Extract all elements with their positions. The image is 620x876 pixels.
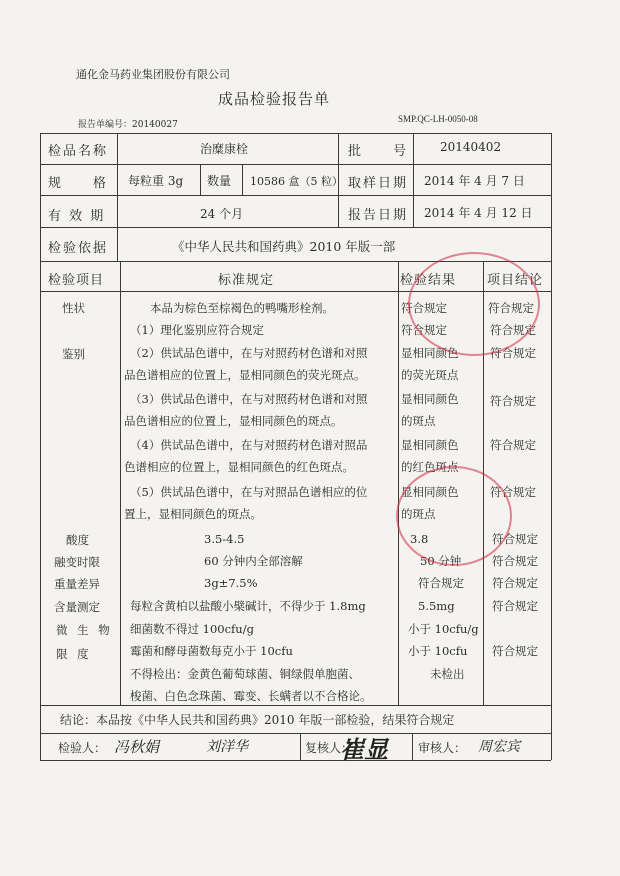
result-ident-2a: 显相同颜色	[401, 346, 459, 360]
result-ident-4a: 显相同颜色	[401, 438, 459, 452]
conclusion-dissolution: 符合规定	[492, 554, 538, 568]
column-header-conclusion: 项目结论	[487, 273, 544, 288]
sample-date-label: 取样日期	[348, 176, 409, 191]
standard-weight: 3g±7.5%	[204, 576, 258, 590]
standard-ident-2a: （2）供试品色谱中，在与对照药材色谱和对照	[130, 346, 368, 360]
standard-ident-3a: （3）供试品色谱中，在与对照药材色谱和对照	[130, 392, 368, 406]
standard-appearance: 本品为棕色至棕褐色的鸭嘴形栓剂。	[150, 301, 334, 315]
spec-label: 规 格	[48, 176, 109, 191]
standard-acidity: 3.5-4.5	[204, 532, 245, 546]
conclusion-appearance: 符合规定	[488, 301, 534, 315]
conclusion-ident-1: 符合规定	[490, 323, 536, 337]
column-header-result: 检验结果	[400, 273, 457, 288]
standard-pathogens-b: 梭菌、白色念珠菌、霉变、长螨者以不合格论。	[130, 689, 372, 703]
item-appearance: 性状	[62, 301, 85, 315]
auditor-label: 审核人：	[418, 741, 467, 755]
quality-seal-stamp-2	[396, 466, 512, 566]
result-appearance: 符合规定	[401, 301, 447, 315]
standard-ident-4b: 色谱相应的位置上，显相同颜色的红色斑点。	[124, 460, 354, 474]
conclusion-ident-5: 符合规定	[490, 485, 536, 499]
auditor-signature: 周宏宾	[478, 739, 520, 755]
conclusion-acidity: 符合规定	[492, 532, 538, 546]
sample-date-value: 2014 年 4 月 7 日	[424, 174, 525, 188]
quantity-value: 10586 盒（5 粒）	[250, 175, 343, 188]
reviewer-label: 复核人：	[305, 741, 354, 755]
inspector-label: 检验人：	[58, 741, 107, 755]
standard-ident-5b: 置上，显相同颜色的斑点。	[124, 507, 262, 521]
product-name-value: 治糜康栓	[200, 142, 249, 156]
conclusion-microbe: 符合规定	[492, 644, 538, 658]
conclusion-ident-3: 符合规定	[490, 394, 536, 408]
quantity-label: 数量	[207, 174, 232, 188]
validity-label: 有 效 期	[48, 209, 106, 224]
item-weight: 重量差异	[54, 577, 100, 591]
column-header-standard: 标准规定	[218, 273, 275, 288]
standard-dissolution: 60 分钟内全部溶解	[204, 554, 303, 568]
report-date-value: 2014 年 4 月 12 日	[424, 206, 533, 220]
basis-value: 《中华人民共和国药典》2010 年版一部	[172, 239, 396, 254]
batch-value: 20140402	[440, 140, 502, 154]
item-identification: 鉴别	[62, 347, 85, 361]
standard-mold: 霉菌和酵母菌数每克小于 10cfu	[130, 644, 293, 658]
result-ident-5b: 的斑点	[401, 507, 436, 521]
reviewer-signature: 崔显	[340, 736, 388, 764]
result-mold: 小于 10cfu	[408, 644, 468, 658]
standard-ident-1: （1）理化鉴别应符合规定	[130, 323, 264, 337]
result-pathogens: 未检出	[430, 667, 465, 681]
conclusion-assay: 符合规定	[492, 599, 538, 613]
quality-seal-stamp-1	[408, 252, 540, 356]
result-ident-3a: 显相同颜色	[401, 392, 459, 406]
conclusion-weight: 符合规定	[492, 576, 538, 590]
item-dissolution: 融变时限	[54, 555, 100, 569]
spec-value: 每粒重 3g	[128, 174, 184, 188]
company-name: 通化金马药业集团股份有限公司	[76, 68, 230, 81]
report-number: 报告单编号：20140027	[78, 120, 178, 130]
result-ident-1: 符合规定	[401, 323, 447, 337]
product-name-label: 检品名称	[48, 144, 109, 159]
standard-ident-2b: 品色谱相应的位置上，显相同颜色的荧光斑点。	[124, 368, 366, 382]
result-weight: 符合规定	[418, 576, 464, 590]
inspector-signature-2: 刘洋华	[206, 739, 248, 755]
document-code: SMP.QC-LH-0050-08	[398, 114, 478, 124]
result-ident-4b: 的红色斑点	[401, 460, 459, 474]
result-ident-3b: 的斑点	[401, 414, 436, 428]
column-header-item: 检验项目	[48, 273, 105, 288]
standard-ident-4a: （4）供试品色谱中，在与对照药材色谱对照品	[130, 438, 368, 452]
inspector-signature-1: 冯秋娟	[114, 738, 160, 756]
validity-value: 24 个月	[200, 207, 244, 221]
standard-assay: 每粒含黄柏以盐酸小檗碱计，不得少于 1.8mg	[130, 599, 366, 613]
result-bacteria: 小于 10cfu/g	[408, 622, 479, 636]
standard-bacteria: 细菌数不得过 100cfu/g	[130, 622, 254, 636]
result-acidity: 3.8	[410, 532, 429, 546]
result-ident-2b: 的荧光斑点	[401, 368, 459, 382]
result-assay: 5.5mg	[418, 599, 455, 613]
item-microbe-limit: 微 生 物 限 度	[56, 623, 113, 661]
result-ident-5a: 显相同颜色	[401, 485, 459, 499]
standard-ident-5a: （5）供试品色谱中，在与对照品色谱相应的位	[130, 485, 368, 499]
batch-label: 批 号	[348, 144, 409, 159]
final-conclusion: 结论：本品按《中华人民共和国药典》2010 年版一部检验，结果符合规定	[60, 713, 455, 727]
standard-pathogens-a: 不得检出：金黄色葡萄球菌、铜绿假单胞菌、	[130, 667, 360, 681]
conclusion-ident-2: 符合规定	[490, 346, 536, 360]
result-dissolution: 50 分钟	[420, 554, 462, 568]
report-date-label: 报告日期	[348, 208, 409, 223]
basis-label: 检验依据	[48, 241, 109, 256]
document-title: 成品检验报告单	[218, 90, 331, 108]
item-assay: 含量测定	[54, 600, 100, 614]
standard-ident-3b: 品色谱相应的位置上，显相同颜色的斑点。	[124, 414, 343, 428]
item-acidity: 酸度	[66, 533, 89, 547]
conclusion-ident-4: 符合规定	[490, 438, 536, 452]
